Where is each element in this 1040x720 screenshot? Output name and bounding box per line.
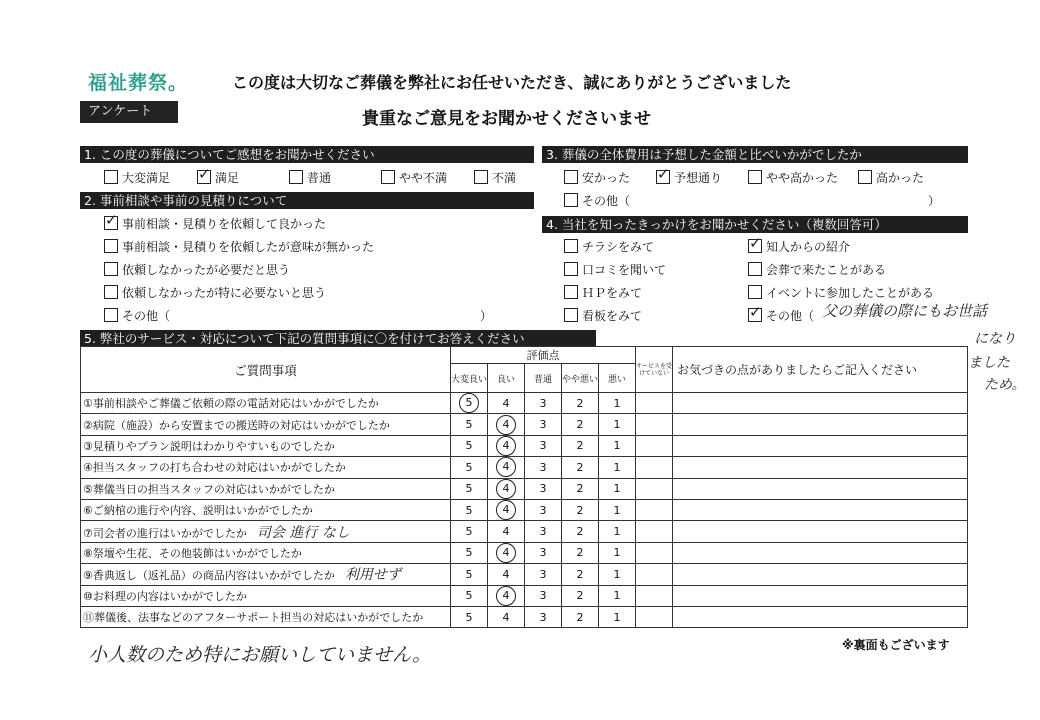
rating-header-4: 良い — [488, 364, 525, 393]
score-cell[interactable] — [488, 499, 525, 520]
na-cell[interactable] — [636, 564, 673, 585]
score-value: 4 — [502, 396, 510, 410]
q4-right-option-3[interactable]: イベントに参加したことがある — [748, 285, 934, 301]
handwritten-note: 利用せず — [344, 567, 401, 584]
score-cell[interactable] — [562, 414, 599, 435]
q1-option-4[interactable]: やや不満 — [381, 170, 447, 186]
question-text — [81, 414, 451, 435]
score-cell[interactable] — [525, 606, 562, 627]
question-row — [81, 414, 968, 435]
comment-cell[interactable] — [673, 478, 968, 499]
score-value: 2 — [576, 589, 584, 603]
score-cell[interactable] — [451, 585, 488, 606]
score-cell[interactable] — [451, 564, 488, 585]
score-cell[interactable] — [562, 606, 599, 627]
score-cell[interactable] — [488, 585, 525, 606]
checkbox[interactable] — [104, 170, 118, 184]
score-cell[interactable] — [488, 542, 525, 563]
question-row — [81, 564, 968, 585]
q1-option-2[interactable]: ✓ 満足 — [198, 165, 240, 185]
check-mark-icon: ✓ — [105, 211, 118, 229]
score-value: 2 — [576, 460, 584, 474]
checkbox[interactable] — [289, 170, 303, 184]
score-value: 2 — [576, 482, 584, 496]
score-value: 1 — [613, 482, 621, 496]
q4-handwritten-2: になり — [974, 331, 1016, 347]
handwritten-note: 司会 進行 なし — [256, 524, 350, 541]
score-value: 4 — [496, 457, 516, 477]
score-cell[interactable] — [525, 393, 562, 414]
score-value: 2 — [576, 439, 584, 453]
score-cell[interactable] — [599, 478, 636, 499]
q4-handwritten-3: ました — [968, 355, 1010, 371]
score-value: 5 — [465, 460, 473, 474]
checkbox[interactable] — [564, 170, 578, 184]
question-text — [81, 499, 451, 520]
checkbox[interactable] — [474, 170, 488, 184]
check-mark-icon: ✓ — [657, 165, 670, 183]
q1-option-1[interactable]: 大変満足 — [104, 170, 170, 186]
q3-option-other[interactable]: その他（ — [564, 193, 630, 209]
score-value: 2 — [576, 546, 584, 560]
score-value: 1 — [613, 567, 621, 581]
na-cell[interactable] — [636, 393, 673, 414]
q2-option-4[interactable]: 依頼しなかったが特に必要ないと思う — [104, 285, 326, 301]
score-value: 3 — [539, 525, 547, 539]
score-value: 4 — [502, 610, 510, 624]
score-cell[interactable] — [451, 435, 488, 456]
checkbox[interactable] — [564, 285, 578, 299]
na-cell[interactable] — [636, 499, 673, 520]
score-cell[interactable] — [488, 457, 525, 478]
score-cell[interactable] — [562, 393, 599, 414]
checkbox[interactable] — [104, 239, 118, 253]
score-value: 1 — [613, 610, 621, 624]
checkbox[interactable] — [656, 165, 670, 184]
checkbox[interactable] — [104, 262, 118, 276]
score-value: 2 — [576, 503, 584, 517]
q4-left-option-2[interactable]: 口コミを聞いて — [564, 262, 666, 278]
score-value: 5 — [465, 610, 473, 624]
score-cell[interactable] — [562, 542, 599, 563]
checkbox[interactable] — [748, 170, 762, 184]
question-row — [81, 457, 968, 478]
score-value: 2 — [576, 418, 584, 432]
score-cell[interactable] — [488, 606, 525, 627]
question-text — [81, 606, 451, 627]
page-subtitle: 貴重なご意見をお聞かせくださいませ — [362, 109, 651, 129]
q4-handwritten-1: 父の葬儀の際にもお世話 — [822, 302, 988, 320]
rating-col-header: 評価点 — [451, 347, 636, 364]
score-value: 1 — [613, 418, 621, 432]
company-logo: 福祉葬祭。 — [88, 72, 189, 94]
score-cell[interactable] — [562, 521, 599, 542]
score-value: 4 — [502, 525, 510, 539]
score-value: 5 — [465, 482, 473, 496]
q4-header: 4. 当社を知ったきっかけをお聞かせください（複数回答可） — [542, 216, 968, 233]
score-value: 5 — [465, 589, 473, 603]
score-cell[interactable] — [599, 564, 636, 585]
question-label: 事前相談やご葬儀ご依頼の際の電話対応はいかがでしたか — [92, 397, 379, 411]
na-cell[interactable] — [636, 457, 673, 478]
survey-tag: アンケート — [80, 101, 178, 123]
question-label: お料理の内容はいかがでしたか — [92, 589, 247, 603]
q4-handwritten-4: ため。 — [984, 377, 1026, 393]
score-cell[interactable] — [525, 542, 562, 563]
comment-cell[interactable] — [673, 564, 968, 585]
question-col-header: ご質問事項 — [81, 347, 451, 393]
score-value: 3 — [539, 396, 547, 410]
checkbox[interactable] — [104, 308, 118, 322]
rating-header-3: 普通 — [525, 364, 562, 393]
q3-option-3[interactable]: やや高かった — [748, 170, 838, 186]
rating-header-1: 悪い — [599, 364, 636, 393]
score-value: 2 — [576, 610, 584, 624]
question-text — [81, 457, 451, 478]
question-number: ⑦ — [83, 526, 93, 540]
q3-header: 3. 葬儀の全体費用は予想した金額と比べいかがでしたか — [542, 146, 968, 163]
q4-left-option-1[interactable]: チラシをみて — [564, 239, 654, 255]
score-value: 2 — [576, 396, 584, 410]
comment-cell[interactable] — [673, 435, 968, 456]
score-cell[interactable] — [599, 435, 636, 456]
score-cell[interactable] — [525, 457, 562, 478]
question-number: ⑪ — [83, 611, 94, 625]
na-cell[interactable] — [636, 435, 673, 456]
score-value: 1 — [613, 589, 621, 603]
score-cell[interactable] — [562, 457, 599, 478]
score-cell[interactable] — [451, 414, 488, 435]
question-row — [81, 542, 968, 563]
score-cell[interactable] — [525, 414, 562, 435]
checkbox[interactable] — [748, 285, 762, 299]
checkbox[interactable] — [564, 308, 578, 322]
question-label: 葬儀後、法事などのアフターサポート担当の対応はいかがでしたか — [94, 611, 424, 625]
checkbox[interactable] — [564, 262, 578, 276]
checkbox[interactable] — [858, 170, 872, 184]
score-value: 1 — [613, 525, 621, 539]
score-cell[interactable] — [562, 435, 599, 456]
q2-option-3[interactable]: 依頼しなかったが必要だと思う — [104, 262, 290, 278]
score-value: 3 — [539, 589, 547, 603]
score-value: 4 — [496, 586, 516, 606]
score-cell[interactable] — [451, 393, 488, 414]
question-text — [81, 521, 451, 542]
score-cell[interactable] — [525, 478, 562, 499]
score-cell[interactable] — [488, 435, 525, 456]
question-row — [81, 585, 968, 606]
score-value: 2 — [576, 525, 584, 539]
back-note: ※裏面もございます — [842, 638, 950, 652]
score-value: 5 — [465, 418, 473, 432]
comment-cell[interactable] — [673, 585, 968, 606]
question-row — [81, 606, 968, 627]
question-row — [81, 478, 968, 499]
question-text — [81, 393, 451, 414]
na-cell[interactable] — [636, 521, 673, 542]
question-label: 担当スタッフの打ち合わせの対応はいかがでしたか — [92, 461, 346, 475]
question-row — [81, 435, 968, 456]
checkbox[interactable] — [197, 165, 211, 184]
question-number: ⑤ — [83, 482, 93, 496]
score-value: 2 — [576, 567, 584, 581]
score-value: 3 — [539, 439, 547, 453]
score-cell[interactable] — [599, 393, 636, 414]
checkbox[interactable] — [564, 239, 578, 253]
q2-option-5[interactable]: その他（ — [104, 308, 170, 324]
comment-cell[interactable] — [673, 414, 968, 435]
q4-left-option-4[interactable]: 看板をみて — [564, 308, 642, 324]
q1-option-3[interactable]: 普通 — [289, 170, 331, 186]
question-text — [81, 435, 451, 456]
checkbox[interactable] — [748, 262, 762, 276]
score-cell[interactable] — [599, 499, 636, 520]
score-value: 3 — [539, 460, 547, 474]
q3-option-2[interactable]: ✓ 予想通り — [657, 165, 723, 185]
q3-option-4[interactable]: 高かった — [858, 170, 924, 186]
score-value: 4 — [496, 500, 516, 520]
score-value: 4 — [496, 415, 516, 435]
question-number: ⑩ — [83, 589, 93, 603]
score-cell[interactable] — [525, 585, 562, 606]
question-label: 祭壇や生花、その他装飾はいかがでしたか — [92, 546, 302, 560]
na-cell[interactable] — [636, 414, 673, 435]
score-value: 3 — [539, 418, 547, 432]
rating-table — [80, 346, 968, 628]
score-cell[interactable] — [451, 542, 488, 563]
checkbox[interactable] — [748, 234, 762, 253]
na-cell[interactable] — [636, 542, 673, 563]
q2-close-paren: ） — [480, 309, 493, 323]
score-cell[interactable] — [451, 499, 488, 520]
q2-option-1[interactable]: ✓ 事前相談・見積りを依頼して良かった — [105, 211, 327, 231]
score-value: 1 — [613, 439, 621, 453]
question-number: ⑨ — [83, 569, 93, 583]
question-text — [81, 478, 451, 499]
score-cell[interactable] — [525, 521, 562, 542]
comment-col-header: お気づきの点がありましたらご記入ください — [673, 347, 968, 393]
q4-left-option-3[interactable]: ＨＰをみて — [564, 285, 642, 301]
score-value: 3 — [539, 567, 547, 581]
score-cell[interactable] — [599, 521, 636, 542]
score-cell[interactable] — [599, 585, 636, 606]
rating-header-5: 大変良い — [451, 364, 488, 393]
question-row — [81, 393, 968, 414]
score-cell[interactable] — [451, 606, 488, 627]
page-title: この度は大切なご葬儀を弊社にお任せいただき、誠にありがとうございました — [232, 73, 792, 92]
comment-cell[interactable] — [673, 457, 968, 478]
q4-right-option-4[interactable]: ✓ その他（ — [749, 303, 815, 323]
score-value: 5 — [465, 439, 473, 453]
score-value: 5 — [459, 393, 479, 413]
score-cell[interactable] — [488, 414, 525, 435]
score-cell[interactable] — [599, 414, 636, 435]
question-label: 香典返し（返礼品）の商品内容はいかがでしたか — [92, 569, 335, 583]
question-text — [81, 564, 451, 585]
comment-cell[interactable] — [673, 521, 968, 542]
score-value: 5 — [465, 525, 473, 539]
q4-right-option-1[interactable]: ✓ 知人からの紹介 — [749, 234, 851, 254]
comment-cell[interactable] — [673, 606, 968, 627]
score-cell[interactable] — [525, 499, 562, 520]
score-cell[interactable] — [599, 606, 636, 627]
score-cell[interactable] — [525, 435, 562, 456]
question-number: ⑥ — [83, 504, 93, 518]
question-label: 見積りやプラン説明はわかりやすいものでしたか — [92, 439, 335, 453]
q3-option-1[interactable]: 安かった — [564, 170, 630, 186]
score-value: 5 — [465, 546, 473, 560]
comment-cell[interactable] — [673, 499, 968, 520]
check-mark-icon: ✓ — [749, 234, 762, 252]
score-cell[interactable] — [599, 542, 636, 563]
na-cell[interactable] — [636, 478, 673, 499]
comment-cell[interactable] — [673, 393, 968, 414]
question-row — [81, 521, 968, 542]
q3-close-paren: ） — [928, 194, 941, 208]
score-value: 1 — [613, 396, 621, 410]
score-cell[interactable] — [525, 564, 562, 585]
question-label: 司会者の進行はいかがでしたか — [92, 526, 247, 540]
question-number: ② — [83, 418, 93, 432]
score-value: 4 — [496, 543, 516, 563]
q1-option-5[interactable]: 不満 — [474, 170, 516, 186]
score-value: 1 — [613, 546, 621, 560]
na-col-header: サービスを受けていない — [636, 347, 673, 393]
score-cell[interactable] — [451, 457, 488, 478]
na-cell[interactable] — [636, 606, 673, 627]
checkbox[interactable] — [104, 211, 118, 230]
question-text — [81, 585, 451, 606]
score-value: 4 — [496, 479, 516, 499]
question-number: ① — [83, 397, 93, 411]
checkbox[interactable] — [748, 303, 762, 322]
question-text — [81, 542, 451, 563]
check-mark-icon: ✓ — [749, 303, 762, 321]
comment-cell[interactable] — [673, 542, 968, 563]
rating-header-2: やや悪い — [562, 364, 599, 393]
score-value: 4 — [502, 567, 510, 581]
question-label: 葬儀当日の担当スタッフの対応はいかがでしたか — [92, 482, 335, 496]
score-cell[interactable] — [451, 478, 488, 499]
score-value: 5 — [465, 503, 473, 517]
question-number: ③ — [83, 439, 93, 453]
q2-header: 2. 事前相談や事前の見積りについて — [80, 192, 534, 209]
q4-right-option-2[interactable]: 会葬で来たことがある — [748, 262, 886, 278]
score-cell[interactable] — [488, 478, 525, 499]
score-cell[interactable] — [599, 457, 636, 478]
question-label: 病院（施設）から安置までの搬送時の対応はいかがでしたか — [92, 418, 390, 432]
question-number: ⑧ — [83, 546, 93, 560]
q5-header: 5. 弊社のサービス・対応について下記の質問事項に〇を付けてお答えください — [80, 330, 596, 347]
score-cell[interactable] — [562, 585, 599, 606]
score-cell[interactable] — [562, 564, 599, 585]
score-cell[interactable] — [488, 521, 525, 542]
question-row — [81, 499, 968, 520]
score-cell[interactable] — [488, 564, 525, 585]
score-value: 1 — [613, 503, 621, 517]
score-value: 3 — [539, 482, 547, 496]
score-value: 3 — [539, 610, 547, 624]
q1-header: 1. この度の葬儀についてご感想をお聞かせください — [80, 146, 534, 163]
q2-option-2[interactable]: 事前相談・見積りを依頼したが意味が無かった — [104, 239, 374, 255]
check-mark-icon: ✓ — [198, 165, 211, 183]
score-value: 3 — [539, 503, 547, 517]
score-value: 5 — [465, 567, 473, 581]
footer-handwritten: 小人数のため特にお願いしていません。 — [88, 644, 432, 666]
checkbox[interactable] — [564, 193, 578, 207]
checkbox[interactable] — [381, 170, 395, 184]
question-label: ご納棺の進行や内容、説明はいかがでしたか — [92, 504, 313, 518]
score-value: 1 — [613, 460, 621, 474]
question-rows — [81, 393, 968, 628]
score-value: 4 — [496, 436, 516, 456]
score-cell[interactable] — [488, 393, 525, 414]
question-number: ④ — [83, 461, 93, 475]
na-cell[interactable] — [636, 585, 673, 606]
score-cell[interactable] — [562, 478, 599, 499]
score-cell[interactable] — [562, 499, 599, 520]
checkbox[interactable] — [104, 285, 118, 299]
score-cell[interactable] — [451, 521, 488, 542]
score-value: 3 — [539, 546, 547, 560]
